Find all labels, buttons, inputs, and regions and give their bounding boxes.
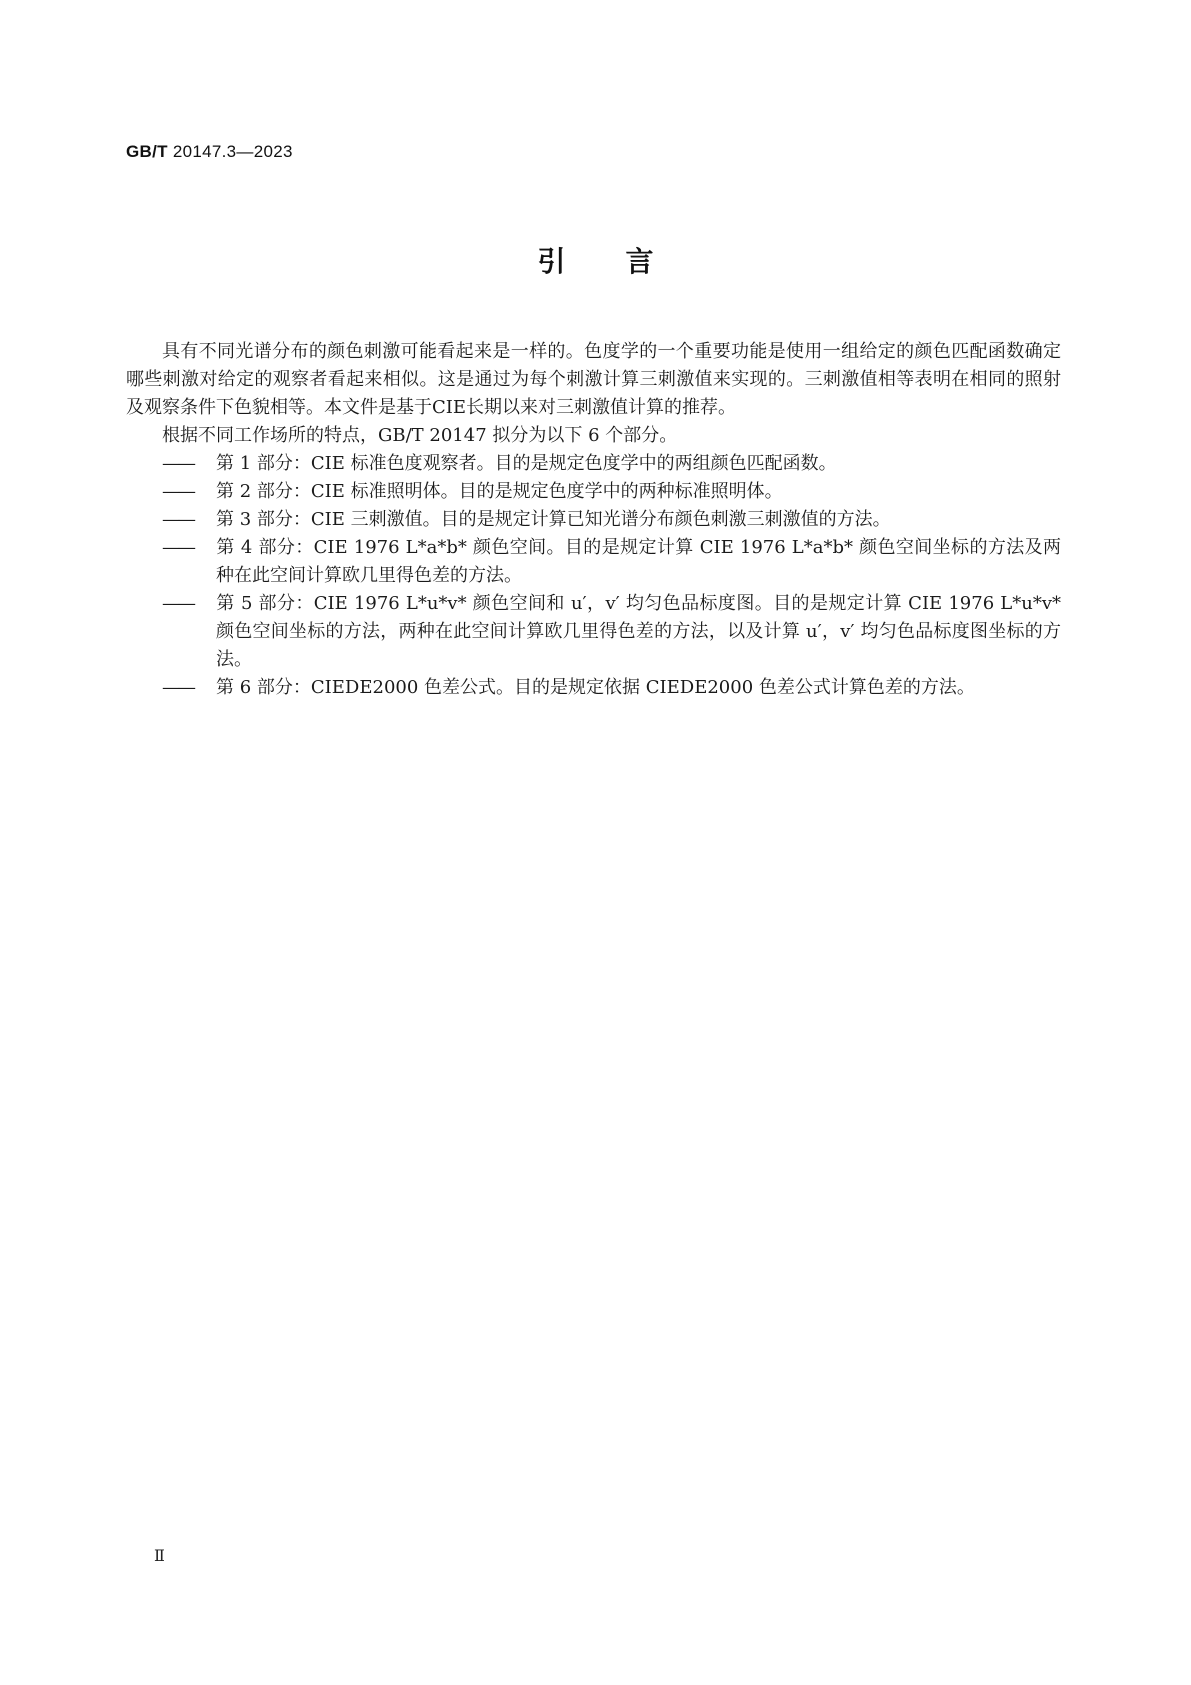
document-body	[126, 338, 1061, 702]
list-dash: ——	[162, 509, 194, 530]
list-item-text: 第 5 部分：CIE 1976 L*u*v* 颜色空间和 u′，v′ 均匀色品标度图。目的是规定计算 CIE 1976 L*u*v* 颜色空间坐标的方法，两种在此空间计算欧几里得色差的方法，以及计算 u′，v′ 均匀色品标度图坐标的方法。	[216, 593, 1061, 670]
list-item	[126, 450, 1061, 478]
list-item-text: 第 3 部分：CIE 三刺激值。目的是规定计算已知光谱分布颜色刺激三刺激值的方法。	[216, 509, 891, 530]
list-dash: ——	[162, 481, 194, 502]
intro-paragraph: 具有不同光谱分布的颜色刺激可能看起来是一样的。色度学的一个重要功能是使用一组给定的颜色匹配函数确定哪些刺激对给定的观察者看起来相似。这是通过为每个刺激计算三刺激值来实现的。三刺激值相等表明在相同的照射及观察条件下色貌相等。本文件是基于CIE长期以来对三刺激值计算的推荐。	[126, 341, 1061, 418]
list-item	[126, 674, 1061, 702]
list-dash: ——	[162, 677, 194, 698]
list-dash: ——	[162, 537, 194, 558]
list-item	[126, 534, 1061, 590]
list-dash: ——	[162, 453, 194, 474]
list-item-text: 第 1 部分：CIE 标准色度观察者。目的是规定色度学中的两组颜色匹配函数。	[216, 453, 837, 474]
parts-intro-paragraph: 根据不同工作场所的特点，GB/T 20147 拟分为以下 6 个部分。	[162, 425, 678, 446]
list-dash: ——	[162, 593, 194, 614]
list-item-text: 第 6 部分：CIEDE2000 色差公式。目的是规定依据 CIEDE2000 色差公式计算色差的方法。	[216, 677, 975, 698]
standard-code	[126, 142, 293, 162]
page-title: 引言	[537, 245, 714, 278]
standard-prefix: GB/T	[126, 142, 168, 161]
list-item-text: 第 2 部分：CIE 标准照明体。目的是规定色度学中的两种标准照明体。	[216, 481, 783, 502]
page-number: Ⅱ	[154, 1546, 165, 1565]
list-item	[126, 478, 1061, 506]
list-item	[126, 506, 1061, 534]
standard-number: 20147.3—2023	[172, 142, 293, 161]
list-item-text: 第 4 部分：CIE 1976 L*a*b* 颜色空间。目的是规定计算 CIE 1976 L*a*b* 颜色空间坐标的方法及两种在此空间计算欧几里得色差的方法。	[216, 537, 1061, 586]
list-item	[126, 590, 1061, 674]
